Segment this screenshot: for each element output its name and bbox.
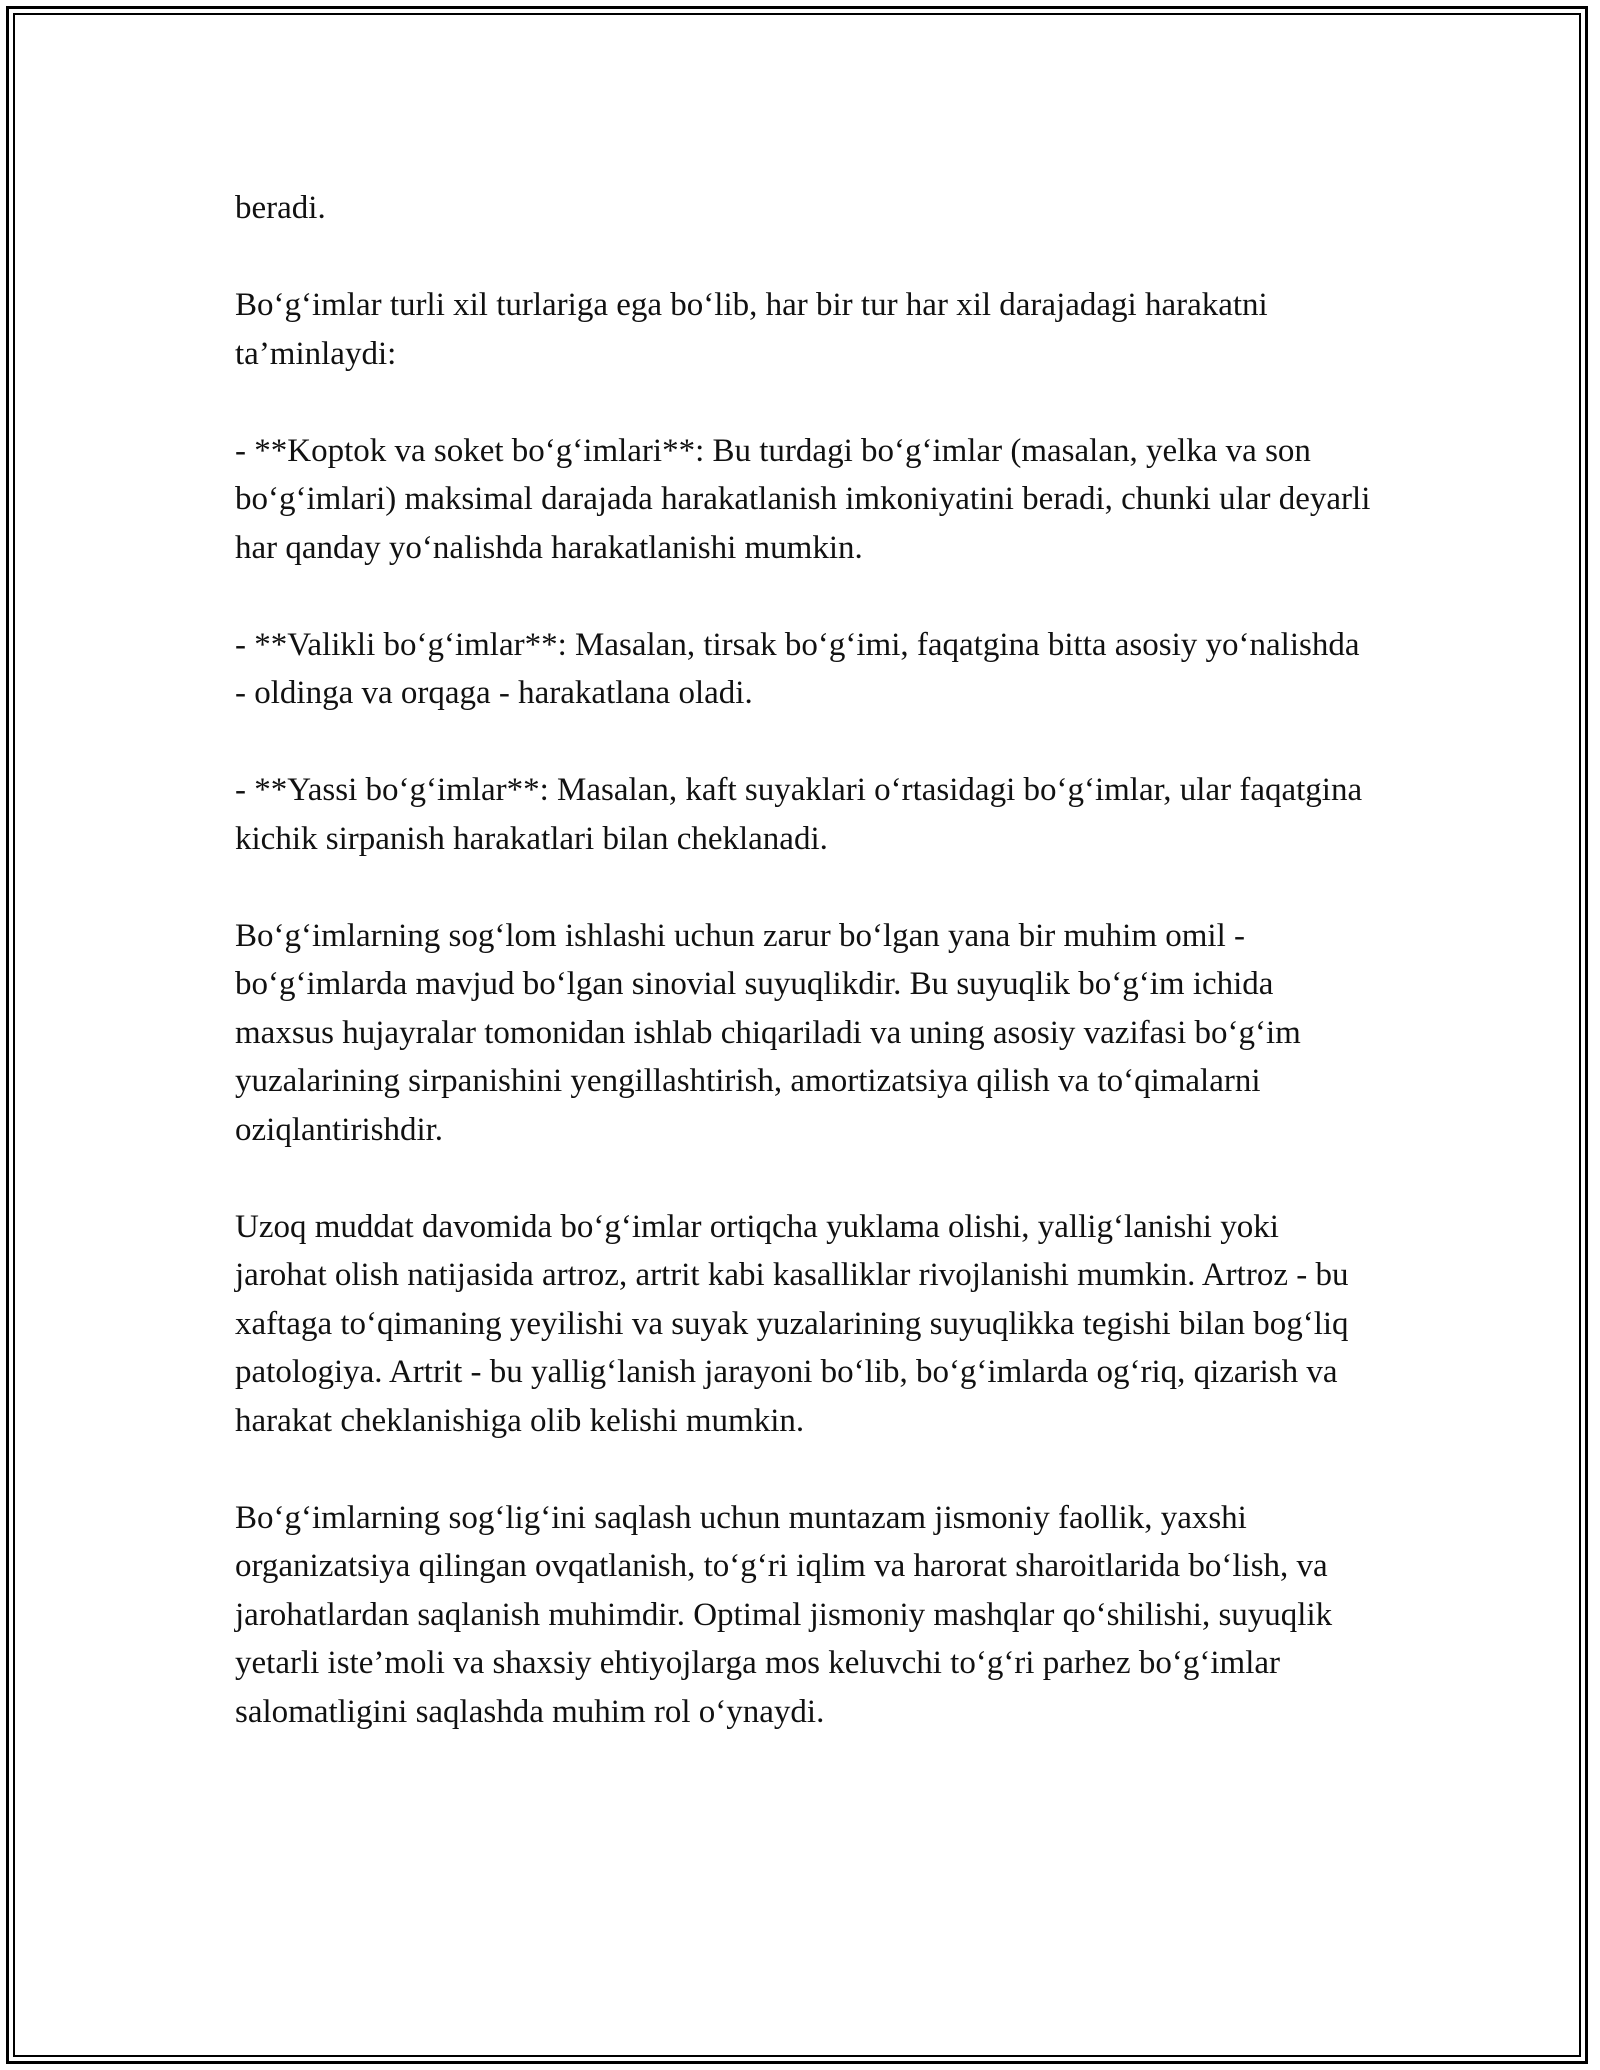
list-item-plane: - **Yassi bo‘g‘imlar**: Masalan, kaft suyaklari o‘rtasidagi bo‘g‘imlar, ular faqatgina kichik sirpanish harakatlari bilan cheklanadi. bbox=[235, 772, 1363, 857]
list-item-ball-socket: - **Koptok va soket bo‘g‘imlari**: Bu turdagi bo‘g‘imlar (masalan, yelka va son bo‘g‘imlari) maksimal darajada harakatlanish imkoniyatini beradi, chunki ular deyarli har qanday yo‘nalishda harakatlanishi mumkin. bbox=[235, 432, 1371, 566]
paragraph-health-tips: Bo‘g‘imlarning sog‘lig‘ini saqlash uchun muntazam jismoniy faollik, yaxshi organizatsiya qilingan ovqatlanish, to‘g‘ri iqlim va harorat sharoitlarida bo‘lish, va jarohatlardan saqlanish muhimdir. Optimal jismoniy mashqlar qo‘shilishi, suyuqlik yetarli iste’moli va shaxsiy ehtiyojlarga mos keluvchi to‘g‘ri parhez bo‘g‘imlar salomatligini saqlashda muhim rol o‘ynaydi. bbox=[235, 1499, 1333, 1730]
paragraph-joint-types-intro: Bo‘g‘imlar turli xil turlariga ega bo‘lib, har bir tur har xil darajadagi harakatni ta’minlaydi: bbox=[235, 287, 1268, 372]
list-item-hinge: - **Valikli bo‘g‘imlar**: Masalan, tirsak bo‘g‘imi, faqatgina bitta asosiy yo‘nalishda - oldinga va orqaga - harakatlana oladi. bbox=[235, 626, 1360, 711]
document-body bbox=[235, 184, 1375, 1785]
paragraph-diseases: Uzoq muddat davomida bo‘g‘imlar ortiqcha yuklama olishi, yallig‘lanishi yoki jarohat olish natijasida artroz, artrit kabi kasalliklar rivojlanishi mumkin. Artroz - bu xaftaga to‘qimaning yeyilishi va suyak yuzalarining suyuqlikka tegishi bilan bog‘liq patologiya. Artrit - bu yallig‘lanish jarayoni bo‘lib, bo‘g‘imlarda og‘riq, qizarish va harakat cheklanishiga olib kelishi mumkin. bbox=[235, 1208, 1349, 1439]
paragraph-continuation: beradi. bbox=[235, 190, 326, 226]
paragraph-synovial-fluid: Bo‘g‘imlarning sog‘lom ishlashi uchun zarur bo‘lgan yana bir muhim omil - bo‘g‘imlarda mavjud bo‘lgan sinovial suyuqlikdir. Bu suyuqlik bo‘g‘im ichida maxsus hujayralar tomonidan ishlab chiqariladi va uning asosiy vazifasi bo‘g‘im yuzalarining sirpanishini yengillashtirish, amortizatsiya qilish va to‘qimalarni oziqlantirishdir. bbox=[235, 917, 1301, 1148]
